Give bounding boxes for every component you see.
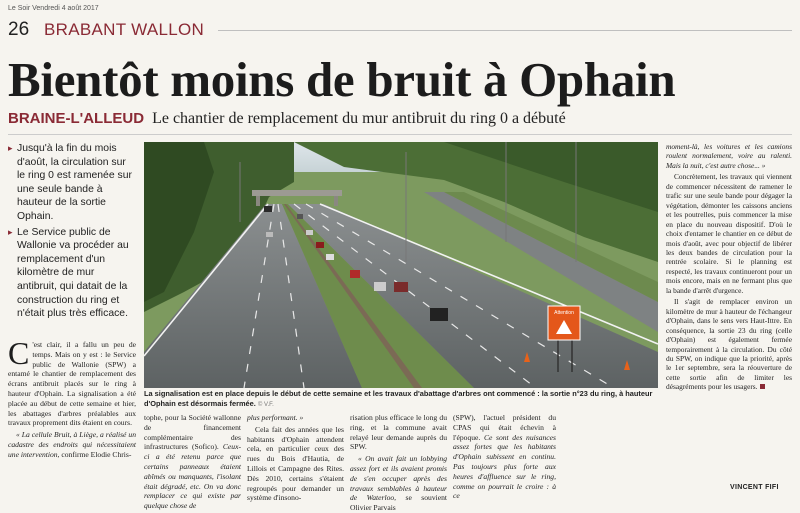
attribution: confirme Elodie Chris- [59, 449, 132, 459]
quote: Ceux-ci a été retenu parce que certains panneaux étaient abîmés ou manquants, l'isolant était dégradé, etc. On va donc remplacer ce qui existe par quelque chose de [144, 442, 241, 511]
paragraph: tophe, pour la Société wallonne de financement complémentaire des infrastructures (Sofico). [144, 413, 241, 452]
caption-text: La signalisation est en place depuis le début de cette semaine et les travaux d'abattage d'arbres ont commencé : la sortie n°23 du ring, à hauteur d'Ophain est désormais fermée. [144, 389, 653, 408]
body-column-5 [453, 413, 556, 503]
section-bar [8, 19, 792, 41]
page-number: 26 [8, 19, 30, 40]
byline: VINCENT FIFI [730, 484, 779, 491]
body-column-4 [350, 413, 447, 513]
construction-sign-text: Attention [554, 310, 574, 316]
quote: « On avait fait un lobbying assez fort et ils avaient promis de s'en occuper après des travaux semblables à hauteur de Waterloo, [350, 454, 447, 503]
drop-cap: C [8, 335, 30, 371]
divider [8, 134, 792, 135]
subhead [8, 110, 792, 128]
paragraph: Cela fait des années que les habitants d'Ophain attendent cela, en particulier ceux des rues du Bois d'Hautia, de Lillois et Campagne des Rites. Dès 2010, certains s'étaient regroupés pour demander un système d'insono- [247, 424, 344, 503]
section-rule [218, 30, 792, 31]
section-name: BRABANT WALLON [44, 20, 205, 39]
body-column-3 [247, 413, 344, 505]
summary-item: ▸ Le Service public de Wallonie va procéder au remplacement d'un kilomètre de mur antibruit, qui datait de la construction du ring et n'était plus très efficace. [8, 226, 136, 321]
highway-photo-illustration [144, 142, 658, 388]
highway-photo [144, 142, 658, 388]
body-column-6 [666, 142, 792, 394]
quote: plus performant. » [247, 413, 304, 422]
masthead: Le Soir Vendredi 4 août 2017 [8, 5, 99, 12]
paragraph: Il s'agit de remplacer environ un kilomètre de mur à hauteur de l'échangeur d'Ophain, dans le sens vers Haut-Ittre. En conséquence, la sortie 23 du ring (celle d'Ophain) est également fermée temporairement à la circulation. Du côté du SPW, on indique que la priorité, après le 1er septembre, sera la réouverture de cette sortie afin de limiter les désagréments pour les usagers. [666, 297, 792, 392]
paragraph: (SPW), l'actuel président du CPAS qui était échevin à l'époque. [453, 413, 556, 442]
dateline-place: BRAINE-L'ALLEUD [8, 110, 145, 127]
quote: moment-là, les voitures et les camions roulent normalement, voire au ralenti. Mais la nuit, c'est autre chose... » [666, 142, 792, 170]
paragraph: 'est clair, il a fallu un peu de temps. Mais on y est : le Service public de Wallonie (SPW) a entamé le chantier de remplacement des écrans antibruit placés sur le ring à hauteur d'Ophain. La signalisation a été placée au début de cette semaine et hier, les abattages d'arbres préalables aux travaux proprement dits étaient en cours. [8, 340, 136, 428]
paragraph: Concrètement, les travaux qui viennent de commencer nécessitent de ramener le trafic sur une seule bande pour dégager la végétation, démonter les caissons anciens et les poutrelles, puis commencer la mise en place du nouveau dispositif. D'où le choix d'entamer le chantier en ce début de mois d'août, avec pour objectif de libérer les deux bandes de circulation pour la rentrée scolaire. Si le planning est respecté, les travaux continueront pour un mois encore, mais en ne fermant plus que la bande d'arrêt d'urgence. [666, 172, 792, 295]
end-mark [760, 384, 765, 389]
quote: Ce sont des nuisances assez fortes que les habitants d'Ophain subissent en continu. Pas toujours plus forte aux heures d'affluence sur le ring, comme on pourrait le croire : à ce [453, 432, 556, 501]
summary-item: ▸ Jusqu'à la fin du mois d'août, la circulation sur le ring 0 est ramenée sur une seule bande à hauteur de la sortie Ophain. [8, 142, 136, 224]
photo-caption [144, 389, 658, 410]
paragraph: risation plus efficace le long du ring, et la commune avait relayé leur demande auprès du SPW. [350, 413, 447, 452]
photo-credit: © V.F. [257, 402, 274, 408]
body-column-2 [144, 413, 241, 513]
body-column-1 [8, 335, 136, 462]
deck: Le chantier de remplacement du mur antibruit du ring 0 a débuté [152, 110, 566, 127]
summary-list [8, 142, 136, 323]
attribution: se souvient Olivier Parvais [350, 493, 448, 513]
quote: « La cellule Bruit, à Liège, a réalisé un cadastre des endroits qui nécessitaient une intervention, [8, 430, 136, 459]
headline: Bientôt moins de bruit à Ophain [8, 52, 676, 107]
